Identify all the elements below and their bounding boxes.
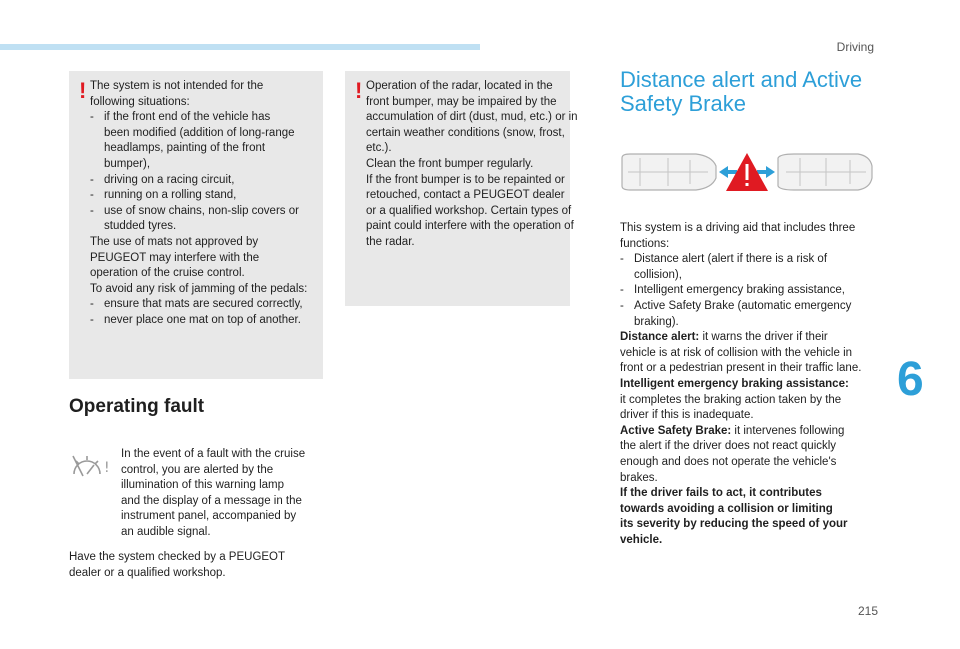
operating-fault-text xyxy=(121,447,321,541)
title-line: Distance alert and Active xyxy=(620,67,863,92)
note-line: following situations: xyxy=(90,95,190,108)
note-line: paint could interfere with the operation of xyxy=(366,220,574,233)
note-line: If the front bumper is to be repainted or xyxy=(366,173,565,186)
chapter-number: 6 xyxy=(897,353,924,406)
note-line: Clean the front bumper regularly. xyxy=(366,157,534,170)
note-line: accumulation of dirt (dust, mud, etc.) or in xyxy=(366,111,578,124)
note-line: PEUGEOT may interfere with the xyxy=(90,251,260,264)
bold-text-line: vehicle. xyxy=(620,533,663,546)
text-line: front or a pedestrian present in their traffic lane. xyxy=(620,362,862,375)
text-line: driver if this is inadequate. xyxy=(620,409,754,422)
text-line: Intelligent emergency braking assistance: xyxy=(620,377,849,390)
text-line: it completes the braking action taken by the xyxy=(620,393,842,406)
note-list-item: - if the front end of the vehicle has xyxy=(90,111,271,124)
text-line: dealer or a qualified workshop. xyxy=(69,566,226,579)
bold-text-line: its severity by reducing the speed of your xyxy=(620,518,848,531)
text-line: Have the system checked by a PEUGEOT xyxy=(69,551,286,563)
note-line: operation of the cruise control. xyxy=(90,267,245,280)
note-line: bumper), xyxy=(104,157,151,170)
text-line: the alert if the driver does not react quickly xyxy=(620,440,837,453)
page-number: 215 xyxy=(857,604,878,618)
text-line: vehicle is at risk of collision with the vehicle in xyxy=(620,346,853,359)
text-line: Active Safety Brake: it intervenes following xyxy=(620,424,845,437)
text-line: and the display of a message in the xyxy=(121,494,302,507)
header-color-bar xyxy=(0,44,480,50)
note-line: retouched, contact a PEUGEOT dealer xyxy=(366,189,565,202)
text-line: In the event of a fault with the cruise xyxy=(121,448,306,460)
note-line: been modified (addition of long-range xyxy=(104,126,295,139)
text-line: functions: xyxy=(620,237,670,250)
function-item: - Distance alert (alert if there is a risk of xyxy=(620,253,828,266)
note-body xyxy=(366,79,578,251)
exclamation-icon: ! xyxy=(79,78,87,103)
note-line: Operation of the radar, located in the xyxy=(366,80,553,92)
exclamation-icon: ! xyxy=(355,78,363,103)
note-line: front bumper, may be impaired by the xyxy=(366,95,557,108)
note-list-item: - never place one mat on top of another. xyxy=(90,313,301,326)
text-line: illumination of this warning lamp xyxy=(121,479,284,492)
section-heading: Driving xyxy=(836,40,874,54)
text-line: brakes. xyxy=(620,471,658,484)
bold-text-line: If the driver fails to act, it contributes xyxy=(620,487,822,500)
operating-fault-heading: Operating fault xyxy=(69,396,205,417)
title-line: Safety Brake xyxy=(620,91,746,116)
text-line: Distance alert: it warns the driver if their xyxy=(620,331,828,344)
note-list-item: - ensure that mats are secured correctly, xyxy=(90,298,303,311)
cruise-control-fault-icon xyxy=(70,450,112,480)
note-line: certain weather conditions (snow, frost, xyxy=(366,126,565,139)
note-line: the radar. xyxy=(366,235,415,248)
note-line: The use of mats not approved by xyxy=(90,235,259,248)
bold-text-line: towards avoiding a collision or limiting xyxy=(620,502,833,515)
note-list-item: - driving on a racing circuit, xyxy=(90,173,235,186)
note-line: or a qualified workshop. Certain types of xyxy=(366,204,572,217)
operating-fault-footer xyxy=(69,550,323,581)
warning-note-usage-limits xyxy=(69,71,323,379)
note-line: etc.). xyxy=(366,142,392,155)
distance-alert-text xyxy=(620,221,882,548)
cars-collision-warning-icon xyxy=(618,150,876,194)
text-line: This system is a driving aid that includes three xyxy=(620,222,856,234)
note-line: To avoid any risk of jamming of the pedals: xyxy=(90,282,308,295)
function-item: - Active Safety Brake (automatic emergency xyxy=(620,299,852,312)
note-body xyxy=(90,79,319,329)
text-line: braking). xyxy=(634,315,679,328)
section-title xyxy=(620,68,862,116)
warning-note-radar xyxy=(345,71,578,306)
text-line: collision), xyxy=(634,268,682,281)
note-list-item: - use of snow chains, non-slip covers or xyxy=(90,204,299,217)
note-line: The system is not intended for the xyxy=(90,80,264,92)
note-line: studded tyres. xyxy=(104,220,177,233)
function-item: - Intelligent emergency braking assistance, xyxy=(620,284,845,297)
text-line: control, you are alerted by the xyxy=(121,463,274,476)
note-line: headlamps, painting of the front xyxy=(104,142,266,155)
note-list-item: - running on a rolling stand, xyxy=(90,189,237,202)
svg-text:!: ! xyxy=(104,460,110,476)
text-line: instrument panel, accompanied by xyxy=(121,510,297,523)
text-line: an audible signal. xyxy=(121,525,211,538)
text-line: enough and does not operate the vehicle's xyxy=(620,455,837,468)
